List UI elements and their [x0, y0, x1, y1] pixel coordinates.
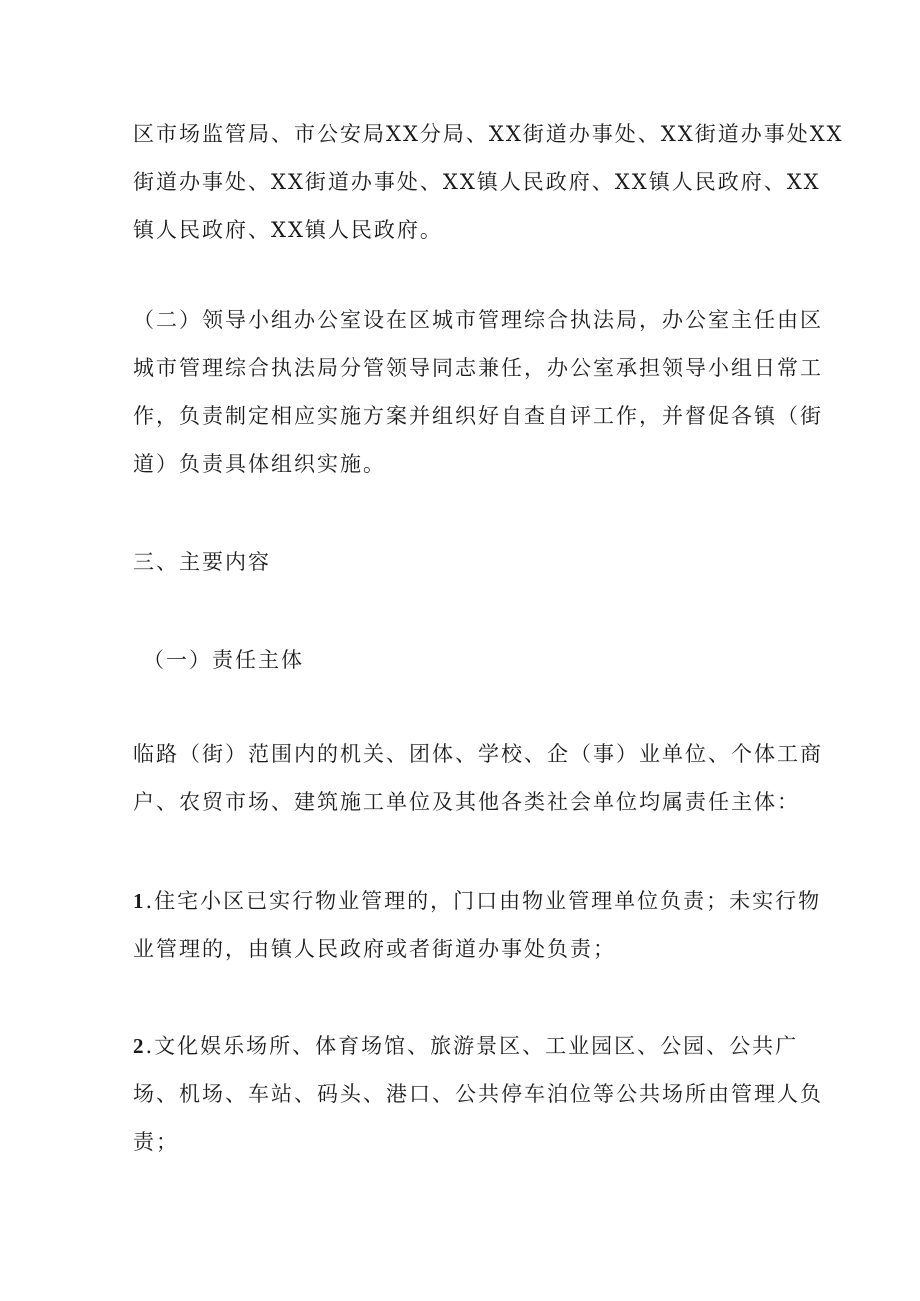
paragraph-line: 场、机场、车站、码头、港口、公共停车泊位等公共场所由管理人负 — [133, 1082, 823, 1106]
paragraph-line: 业管理的，由镇人民政府或者街道办事处负责； — [133, 937, 616, 961]
paragraph-line: （二）领导小组办公室设在区城市管理综合执法局，办公室主任由区 — [133, 308, 823, 332]
paragraph-line: 镇人民政府、XX镇人民政府。 — [133, 218, 443, 242]
paragraph-line: 道）负责具体组织实施。 — [133, 452, 386, 476]
item-text: .文化娱乐场所、体育场馆、旅游景区、工业园区、公园、公共广 — [145, 1034, 799, 1058]
paragraph-responsible-units — [133, 110, 844, 254]
item-text: .住宅小区已实行物业管理的，门口由物业管理单位负责；未实行物 — [145, 889, 822, 913]
subsection-heading: （一）责任主体 — [143, 648, 304, 672]
paragraph-line — [133, 877, 822, 925]
paragraph-office-setup — [133, 296, 823, 488]
paragraph-responsible-subjects — [133, 730, 823, 826]
item-number: 2 — [133, 1034, 146, 1058]
paragraph-line: 区市场监管局、市公安局XX分局、XX街道办事处、XX街道办事处XX — [133, 122, 844, 146]
list-item-2 — [133, 1022, 823, 1166]
paragraph-line: 街道办事处、XX街道办事处、XX镇人民政府、XX镇人民政府、XX — [133, 170, 821, 194]
section-heading: 三、主要内容 — [133, 550, 271, 574]
paragraph-line: 作，负责制定相应实施方案并组织好自查自评工作，并督促各镇（街 — [133, 404, 823, 428]
paragraph-line: 责； — [133, 1130, 179, 1154]
item-number: 1 — [133, 889, 146, 913]
paragraph-line: 临路（街）范围内的机关、团体、学校、企（事）业单位、个体工商 — [133, 742, 823, 766]
paragraph-line — [133, 1022, 799, 1070]
paragraph-line: 户、农贸市场、建筑施工单位及其他各类社会单位均属责任主体： — [133, 790, 800, 814]
list-item-1 — [133, 877, 822, 973]
paragraph-line: 城市管理综合执法局分管领导同志兼任，办公室承担领导小组日常工 — [133, 356, 823, 380]
